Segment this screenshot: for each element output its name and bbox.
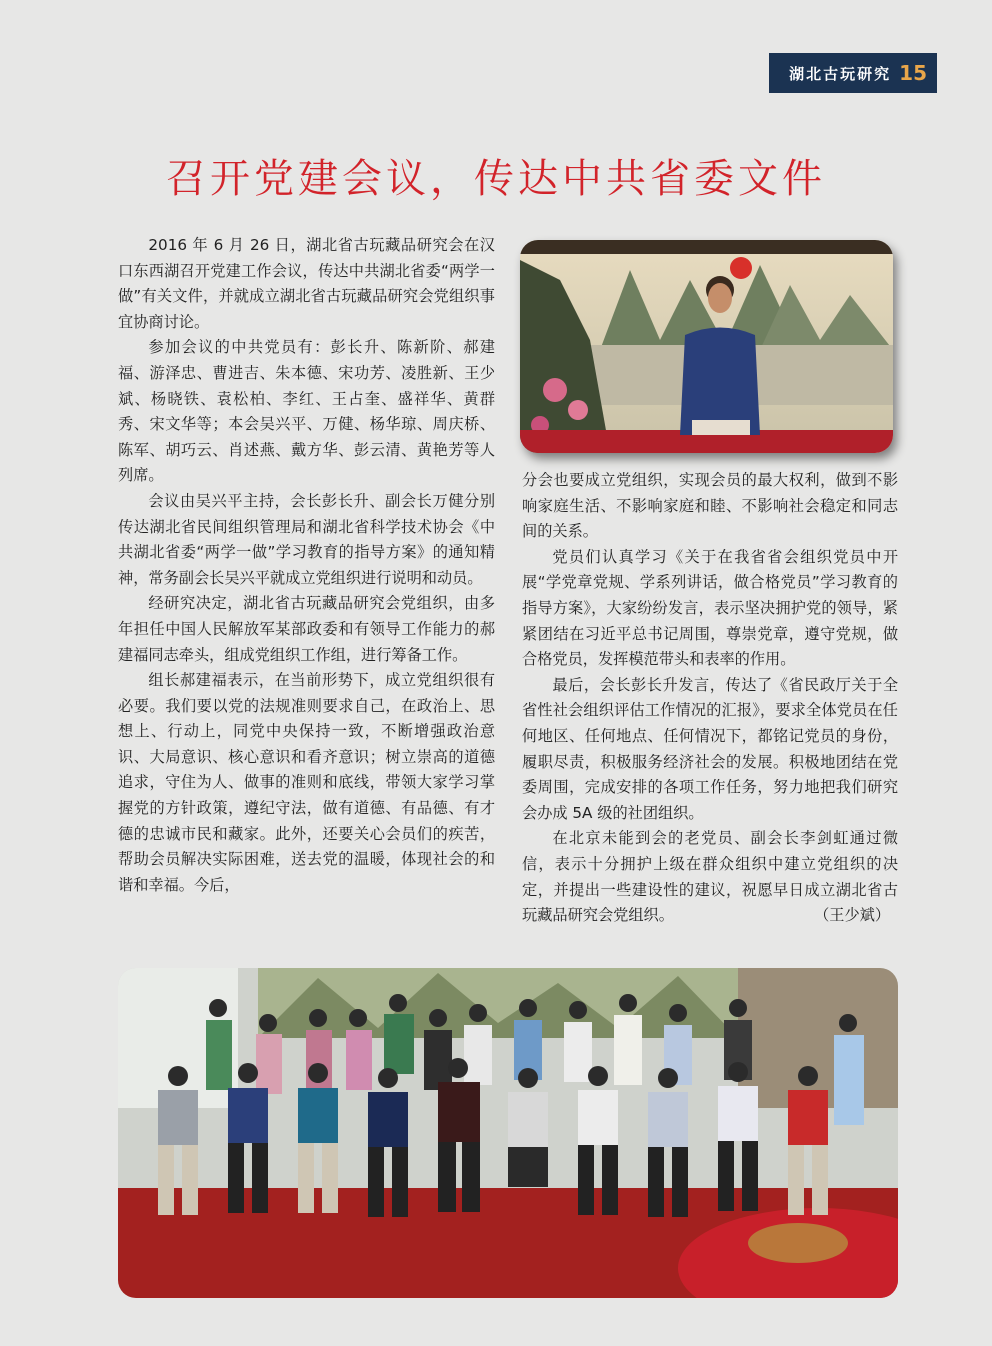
paragraph: 组长郝建福表示，在当前形势下，成立党组织很有必要。我们要以党的法规准则要求自己，在政治上、思想上、行动上，同党中央保持一致，不断增强政治意识、大局意识、核心意识和看齐意识；树立崇高的道德追求，守住为人、做事的准则和底线，带领大家学习掌握党的方针政策，遵纪守法，做有道德、有品德、有才德的忠诚市民和藏家。此外，还要关心会员们的疾苦，帮助会员解决实际困难，送去党的温暖，体现社会的和谐和幸福。今后， [118, 671, 495, 894]
paragraph: 经研究决定，湖北省古玩藏品研究会党组织，由多年担任中国人民解放军某部政委和有领导工作能力的郝建福同志牵头，组成党组织工作组，进行筹备工作。 [118, 594, 495, 664]
paragraph: 参加会议的中共党员有：彭长升、陈新阶、郝建福、游泽忠、曹进吉、朱本德、宋功芳、凌胜新、王少斌、杨晓铁、袁松柏、李红、王占奎、盛祥华、黄群秀、宋文华等；本会吴兴平、万健、杨华琼、周庆桥、陈军、胡巧云、肖述燕、戴方华、彭云清、黄艳芳等人列席。 [118, 338, 495, 485]
page-number: 15 [899, 61, 927, 85]
left-column [118, 233, 495, 898]
paragraph: 党员们认真学习《关于在我省省会组织党员中开展“学党章党规、学系列讲话，做合格党员”学习教育的指导方案》，大家纷纷发言，表示坚决拥护党的领导，紧紧团结在习近平总书记周围，尊崇党章，遵守党规，做合格党员，发挥模范带头和表率的作用。 [522, 547, 898, 669]
right-column [522, 468, 898, 929]
speaker-photo [520, 240, 893, 453]
paragraph: 会议由吴兴平主持，会长彭长升、副会长万健分别传达湖北省民间组织管理局和湖北省科学技术协会《中共湖北省委“两学一做”学习教育的指导方案》的通知精神，常务副会长吴兴平就成立党组织进行说明和动员。 [118, 491, 495, 587]
byline: （王少斌） [814, 906, 890, 925]
paragraph-text: 在北京未能到会的老党员、副会长李剑虹通过微信，表示十分拥护上级在群众组织中建立党组织的决定，并提出一些建设性的建议，祝愿早日成立湖北省古玩藏品研究会党组织。 [522, 829, 898, 925]
group-photo [118, 968, 898, 1298]
paragraph: 最后，会长彭长升发言，传达了《省民政厅关于全省性社会组织评估工作情况的汇报》，要求全体党员在任何地区、任何地点、任何情况下，都铭记党员的身份，履职尽责，积极服务经济社会的发展。积极地团结在党委周围，完成安排的各项工作任务，努力地把我们研究会办成 5A 级的社团组织。 [522, 675, 898, 822]
magazine-header-tab [769, 53, 937, 93]
paragraph: 2016 年 6 月 26 日，湖北省古玩藏品研究会在汉口东西湖召开党建工作会议，传达中共湖北省委“两学一做”有关文件，并就成立湖北省古玩藏品研究会党组织事宜协商讨论。 [118, 236, 495, 331]
paragraph [522, 826, 898, 928]
magazine-name: 湖北古玩研究 [789, 64, 892, 83]
paragraph-continuation: 分会也要成立党组织，实现会员的最大权利，做到不影响家庭生活、不影响家庭和睦、不影响社会稳定和同志间的关系。 [522, 471, 898, 541]
article-title: 召开党建会议，传达中共省委文件 [166, 156, 826, 202]
